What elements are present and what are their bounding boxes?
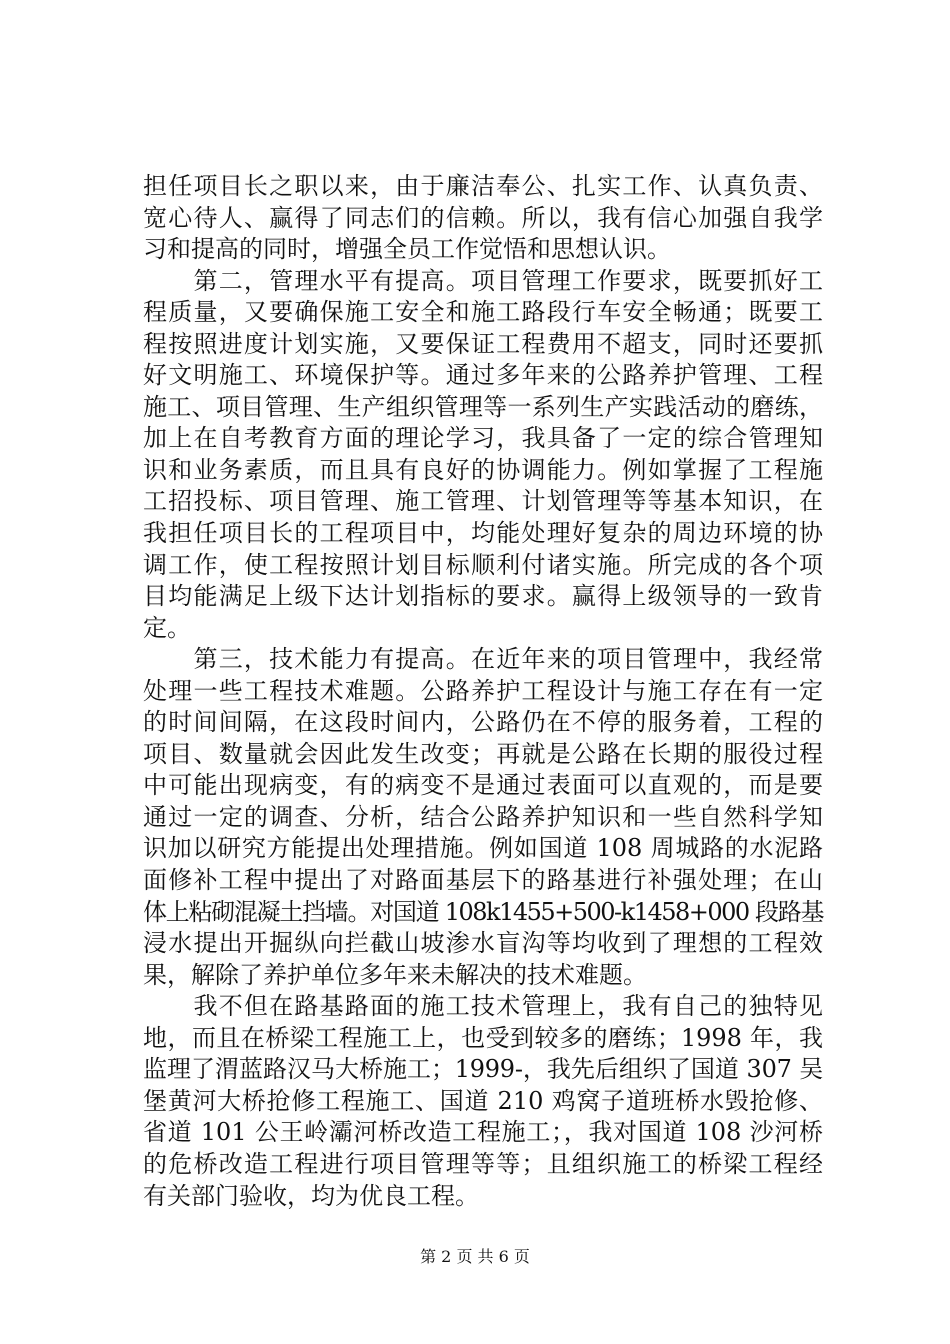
text-line: 识和业务素质，而且具有良好的协调能力。例如掌握了工程施 [143,455,823,484]
text-line: 第二，管理水平有提高。项目管理工作要求，既要抓好工 [143,266,823,295]
text-line: 目均能满足上级下达计划指标的要求。赢得上级领导的一致肯 [143,582,823,611]
text-line: 体上粘砌混凝土挡墙。对国道 108k1455+500-k1458+000 段路基 [143,897,823,926]
paragraph [143,644,823,991]
text-line: 我担任项目长的工程项目中，均能处理好复杂的周边环境的协 [143,519,823,548]
text-line: 宽心待人、赢得了同志们的信赖。所以，我有信心加强自我学 [143,203,823,232]
text-line: 果，解除了养护单位多年来未解决的技术难题。 [143,960,647,989]
text-line: 工招投标、项目管理、施工管理、计划管理等等基本知识，在 [143,487,823,516]
text-line: 的时间间隔，在这段时间内，公路仍在不停的服务着，工程的 [143,708,823,737]
text-line: 的危桥改造工程进行项目管理等等；且组织施工的桥梁工程经 [143,1149,823,1178]
text-line: 项目、数量就会因此发生改变；再就是公路在长期的服役过程 [143,739,823,768]
text-line: 习和提高的同时，增强全员工作觉悟和思想认识。 [143,235,671,264]
body-text [143,171,823,1212]
text-line: 堡黄河大桥抢修工程施工、国道 210 鸡窝子道班桥水毁抢修、 [143,1086,823,1115]
text-line: 担任项目长之职以来，由于廉洁奉公、扎实工作、认真负责、 [143,172,823,200]
text-line: 处理一些工程技术难题。公路养护工程设计与施工存在有一定 [143,676,823,705]
page-footer: 第 2 页 共 6 页 [420,1247,530,1266]
paragraph [143,171,823,266]
text-line: 施工、项目管理、生产组织管理等一系列生产实践活动的磨练， [143,392,823,421]
text-line: 通过一定的调查、分析，结合公路养护知识和一些自然科学知 [143,802,823,831]
text-line: 有关部门验收，均为优良工程。 [143,1181,479,1210]
text-line: 面修补工程中提出了对路面基层下的路基进行补强处理；在山 [143,866,823,895]
text-line: 中可能出现病变，有的病变不是通过表面可以直观的，而是要 [143,771,823,800]
text-line: 省道 101 公王岭灞河桥改造工程施工；，我对国道 108 沙河桥 [143,1118,823,1147]
text-line: 第三，技术能力有提高。在近年来的项目管理中，我经常 [143,645,823,674]
text-line: 好文明施工、环境保护等。通过多年来的公路养护管理、工程 [143,361,823,390]
text-line: 我不但在路基路面的施工技术管理上，我有自己的独特见 [143,992,823,1021]
text-line: 定。 [143,613,191,642]
text-line: 加上在自考教育方面的理论学习，我具备了一定的综合管理知 [143,424,823,453]
text-line: 程质量，又要确保施工安全和施工路段行车安全畅通；既要工 [143,298,823,327]
text-line: 监理了渭蓝路汉马大桥施工；1999-，我先后组织了国道 307 吴 [143,1055,823,1084]
paragraph [143,266,823,645]
paragraph [143,991,823,1212]
text-line: 识加以研究方能提出处理措施。例如国道 108 周城路的水泥路 [143,834,823,863]
text-line: 程按照进度计划实施，又要保证工程费用不超支，同时还要抓 [143,329,823,358]
text-line: 调工作，使工程按照计划目标顺利付诸实施。所完成的各个项 [143,550,823,579]
text-line: 浸水提出开掘纵向拦截山坡渗水盲沟等均收到了理想的工程效 [143,929,823,958]
text-line: 地，而且在桥梁工程施工上，也受到较多的磨练；1998 年，我 [143,1023,823,1052]
